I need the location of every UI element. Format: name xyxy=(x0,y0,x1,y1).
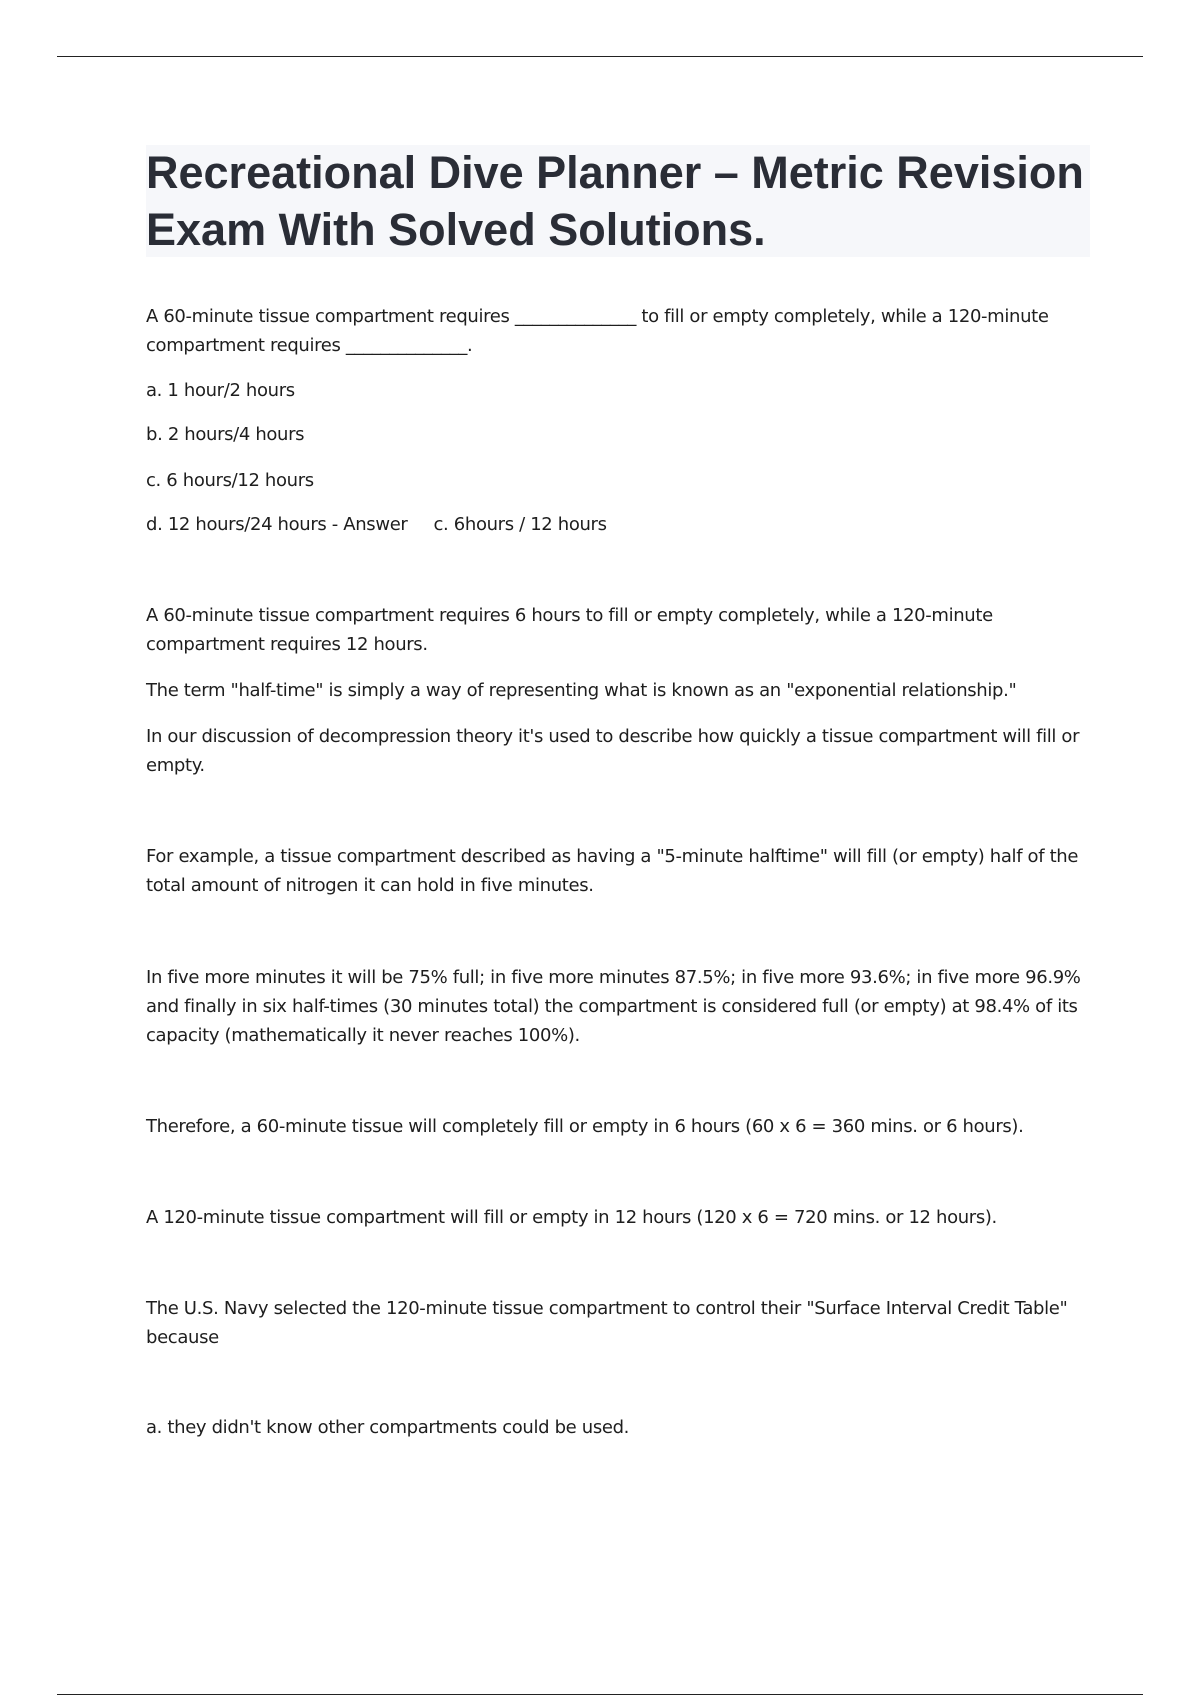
explanation-paragraph-3: In our discussion of decompression theory it's used to describe how quickly a tissue compartment will fill or empty. xyxy=(146,726,1080,776)
question-1-option-d-answer-line xyxy=(146,510,1096,539)
question-2-text: The U.S. Navy selected the 120-minute tissue compartment to control their "Surface Interval Credit Table" because xyxy=(146,1298,1068,1348)
question-1-option-d: d. 12 hours/24 hours - Answer xyxy=(146,514,408,535)
footer-rule xyxy=(57,1694,1143,1695)
explanation-paragraph-1: A 60-minute tissue compartment requires 6 hours to fill or empty completely, while a 120-minute compartment requires 12 hours. xyxy=(146,605,993,655)
header-rule xyxy=(57,56,1143,57)
document-title: Recreational Dive Planner – Metric Revision Exam With Solved Solutions. xyxy=(146,147,1084,255)
explanation-paragraph-2: The term "half-time" is simply a way of representing what is known as an "exponential relationship." xyxy=(146,680,1017,701)
question-1-answer: c. 6hours / 12 hours xyxy=(433,514,607,535)
question-1-option-c: c. 6 hours/12 hours xyxy=(146,470,314,491)
question-2-option-a: a. they didn't know other compartments could be used. xyxy=(146,1417,630,1438)
title-block xyxy=(146,145,1090,257)
question-1-text: A 60-minute tissue compartment requires ______________ to fill or empty completely, while a 120-minute compartment requires ______________. xyxy=(146,306,1049,356)
explanation-paragraph-4: For example, a tissue compartment described as having a "5-minute halftime" will fill (or empty) half of the total amount of nitrogen it can hold in five minutes. xyxy=(146,846,1079,896)
explanation-paragraph-7: A 120-minute tissue compartment will fill or empty in 12 hours (120 x 6 = 720 mins. or 12 hours). xyxy=(146,1207,997,1228)
explanation-paragraph-5: In five more minutes it will be 75% full; in five more minutes 87.5%; in five more 93.6%; in five more 96.9% and finally in six half-times (30 minutes total) the compartment is considered full (or empty) at 98.4% of its capacity (mathematically it never reaches 100%). xyxy=(146,967,1081,1046)
explanation-paragraph-6: Therefore, a 60-minute tissue will completely fill or empty in 6 hours (60 x 6 = 360 mins. or 6 hours). xyxy=(146,1116,1024,1137)
question-1-option-a: a. 1 hour/2 hours xyxy=(146,380,295,401)
question-1-option-b: b. 2 hours/4 hours xyxy=(146,424,305,445)
